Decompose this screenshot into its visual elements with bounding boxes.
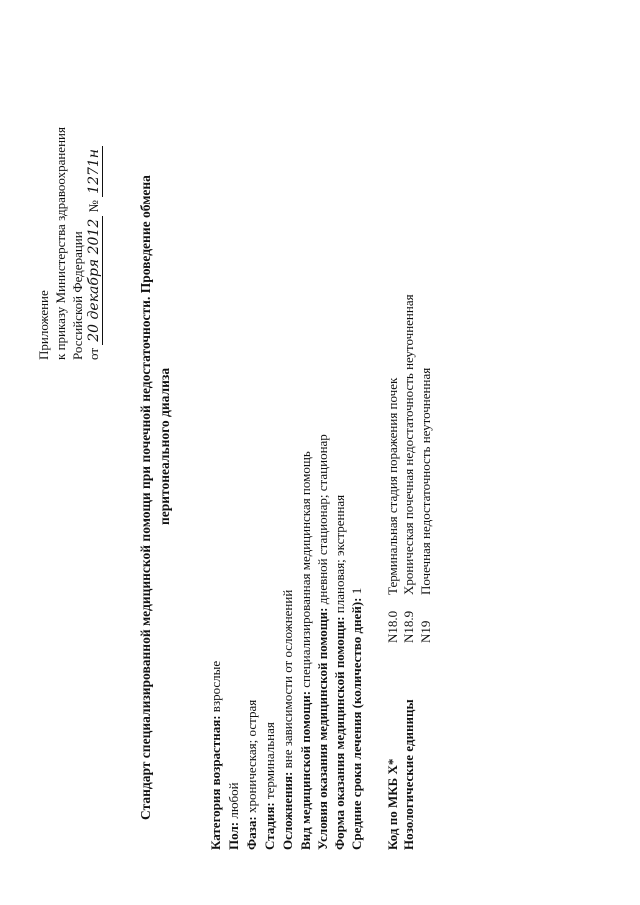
title-line-1: Стандарт специализированной медицинской помощи при почечной недостаточности. Проведение обмена: [138, 175, 153, 820]
property-value: хроническая; острая: [244, 699, 259, 817]
property-label: Пол:: [226, 821, 241, 850]
icd-name: Терминальная стадия поражения почек: [385, 377, 400, 595]
icd-code: N18.9: [401, 610, 416, 643]
property-row: [226, 782, 242, 850]
icd-code-label: Код по МКБ X*: [385, 758, 400, 850]
property-row: [244, 700, 260, 850]
property-value: взрослые: [208, 660, 223, 716]
property-value: вне зависимости от осложнений: [280, 589, 295, 772]
annex-line-1: Приложение: [36, 290, 51, 360]
property-label: Условия оказания медицинской помощи:: [315, 607, 330, 850]
property-label: Фаза:: [244, 816, 259, 850]
property-row: [280, 590, 296, 850]
annex-line-2: к приказу Министерства здравоохранения: [53, 127, 68, 360]
icd-code: N19: [418, 620, 433, 643]
property-row: [349, 588, 365, 850]
property-row: [262, 722, 278, 850]
property-label: Осложнения:: [280, 771, 295, 850]
icd-name: Почечная недостаточность неуточненная: [418, 367, 433, 595]
property-value: терминальная: [262, 722, 277, 803]
annex-line-3: Российской Федерации: [70, 231, 85, 360]
annex-number-handwritten: 1271н: [86, 146, 103, 197]
property-value: дневной стационар; стационар: [315, 434, 330, 608]
icd-name: Хроническая почечная недостаточность неуточненная: [401, 294, 416, 595]
property-label: Вид медицинской помощи:: [298, 690, 313, 850]
annex-number-label: №: [86, 200, 101, 213]
property-label: Категория возрастная:: [208, 715, 223, 850]
annex-from-label: от: [86, 347, 101, 360]
icd-code: N18.0: [385, 610, 400, 643]
property-label: Стадия:: [262, 802, 277, 850]
property-value: специализированная медицинская помощь: [298, 451, 313, 691]
property-value: 1: [349, 587, 364, 598]
property-label: Форма оказания медицинской помощи:: [332, 616, 347, 850]
property-row: [298, 451, 314, 850]
property-value: любой: [226, 782, 241, 822]
property-row: [208, 661, 224, 850]
property-row: [315, 434, 331, 850]
property-label: Средние сроки лечения (количество дней):: [349, 597, 364, 850]
property-value: плановая; экстренная: [332, 494, 347, 617]
annex-date-handwritten: 20 декабря 2012: [86, 216, 103, 345]
annex-line-4: [86, 146, 103, 360]
nosology-label: Нозологические единицы: [401, 699, 416, 850]
title-line-2: перитонеального диализа: [157, 367, 172, 525]
property-row: [332, 495, 348, 850]
